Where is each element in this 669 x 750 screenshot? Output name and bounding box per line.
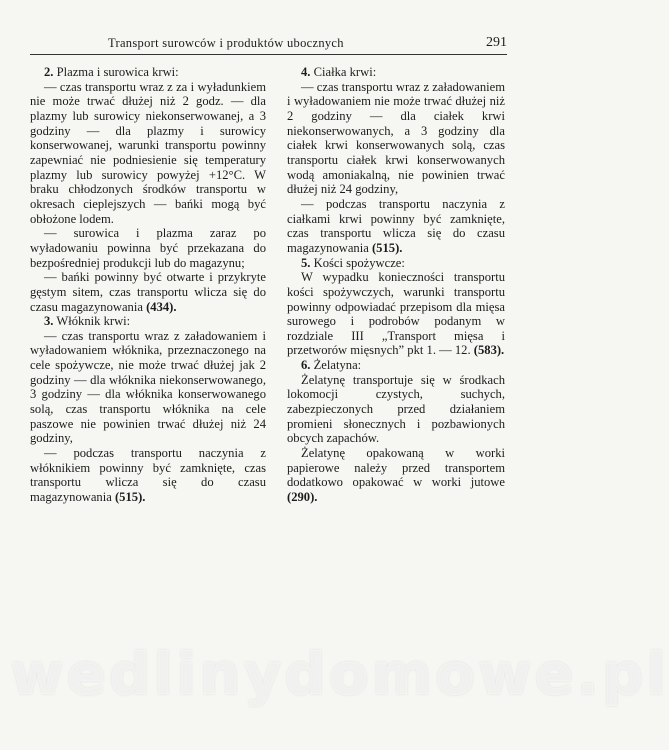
running-header-title: Transport surowców i produktów ubocznych [108, 36, 344, 50]
reference-number: (515). [371, 240, 403, 255]
section-title: Włóknik krwi: [56, 314, 131, 329]
section-title: Żelatyna: [313, 358, 362, 373]
right-column [287, 65, 505, 505]
section-number: 5. [301, 255, 311, 270]
section-number: 4. [301, 65, 311, 79]
page-number: 291 [486, 35, 507, 50]
paragraph [30, 446, 266, 505]
section-title: Plazma i surowica krwi: [56, 65, 179, 79]
reference-number: (515). [114, 490, 146, 505]
section-heading-bones [287, 256, 505, 271]
section-heading-blood-cells [287, 65, 505, 80]
section-heading-gelatin [287, 358, 505, 373]
section-number: 6. [301, 358, 311, 373]
paragraph-text: — podczas transportu naczynia z ciałkami krwi powinny być zamknięte, czas transportu wlicza się do czasu magazynowania [287, 196, 505, 255]
reference-number: (434). [146, 299, 177, 314]
paragraph: — czas transportu wraz z załadowaniem i wyładowaniem nie może trwać dłużej niż 2 godziny — dla ciałek krwi niekonserwowanych, a 3 godziny dla ciałek krwi konserwowanych solą, czas transportu ciałek krwi konserwowanych wodą amoniakalną, nie powinien trwać dłużej niż 24 godziny, [287, 79, 505, 197]
section-heading-fibrin [30, 314, 266, 329]
paragraph: — czas transportu wraz z załadowaniem i wyładowaniem włóknika, przeznaczonego na cele spożywcze, nie może trwać dłużej jak 2 godziny — dla włóknika niekonserwowanego, 3 godziny — dla włóknika konserwowanego solą, czas transportu włóknika na cele paszowe nie powinien trwać dłużej niż 24 godziny, [30, 328, 266, 446]
watermark: wedlinydomowe.pl [10, 640, 669, 708]
section-title: Ciałka krwi: [313, 65, 377, 79]
reference-number: (583). [473, 343, 505, 358]
paragraph: Żelatynę transportuje się w środkach lokomocji czystych, suchych, zabezpieczonych przed działaniem promieni słonecznych i pozbawionych obcych zapachów. [287, 372, 505, 446]
section-heading-plasma [30, 65, 266, 80]
left-column [30, 65, 266, 505]
paragraph-text: Żelatynę opakowaną w worki papierowe należy przed transportem dodatkowo opakować w worki jutowe [287, 446, 505, 490]
paragraph: — czas transportu wraz z za i wyładunkiem nie może trwać dłużej niż 2 godz. — dla plazmy lub surowicy niekonserwowanej, a 3 godziny — dla plazmy i surowicy konserwowanej, warunki transportu powinny zapewniać nie podniesienie się temperatury plazmy lub surowicy powyżej +12°C. W braku chłodzonych środków transportu w okresach cieplejszych — bańki mogą być obłożone lodem. [30, 79, 266, 226]
section-title: Kości spożywcze: [313, 255, 405, 270]
paragraph-text: W wypadku konieczności transportu kości spożywczych, warunki transportu powinny odpowiadać przepisom dla mięsa surowego i podrobów podanym w rozdziale III „Transport mięsa i przetworów mięsnych” pkt 1. — 12. [287, 270, 505, 358]
paragraph: — surowica i plazma zaraz po wyładowaniu powinna być przekazana do bezpośredniej produkcji lub do magazynu; [30, 226, 266, 270]
paragraph [287, 197, 505, 256]
paragraph-text: — bańki powinny być otwarte i przykryte gęstym sitem, czas transportu wlicza się do czasu magazynowania [30, 270, 266, 314]
paragraph [287, 446, 505, 505]
running-header [30, 34, 507, 55]
paragraph [287, 270, 505, 358]
section-number: 3. [44, 314, 54, 329]
paragraph [30, 270, 266, 314]
paragraph-text: — podczas transportu naczynia z włóknikiem powinny być zamknięte, czas transportu wlicza się do czasu magazynowania [30, 446, 266, 505]
reference-number: (290). [287, 490, 318, 505]
section-number: 2. [44, 65, 54, 79]
